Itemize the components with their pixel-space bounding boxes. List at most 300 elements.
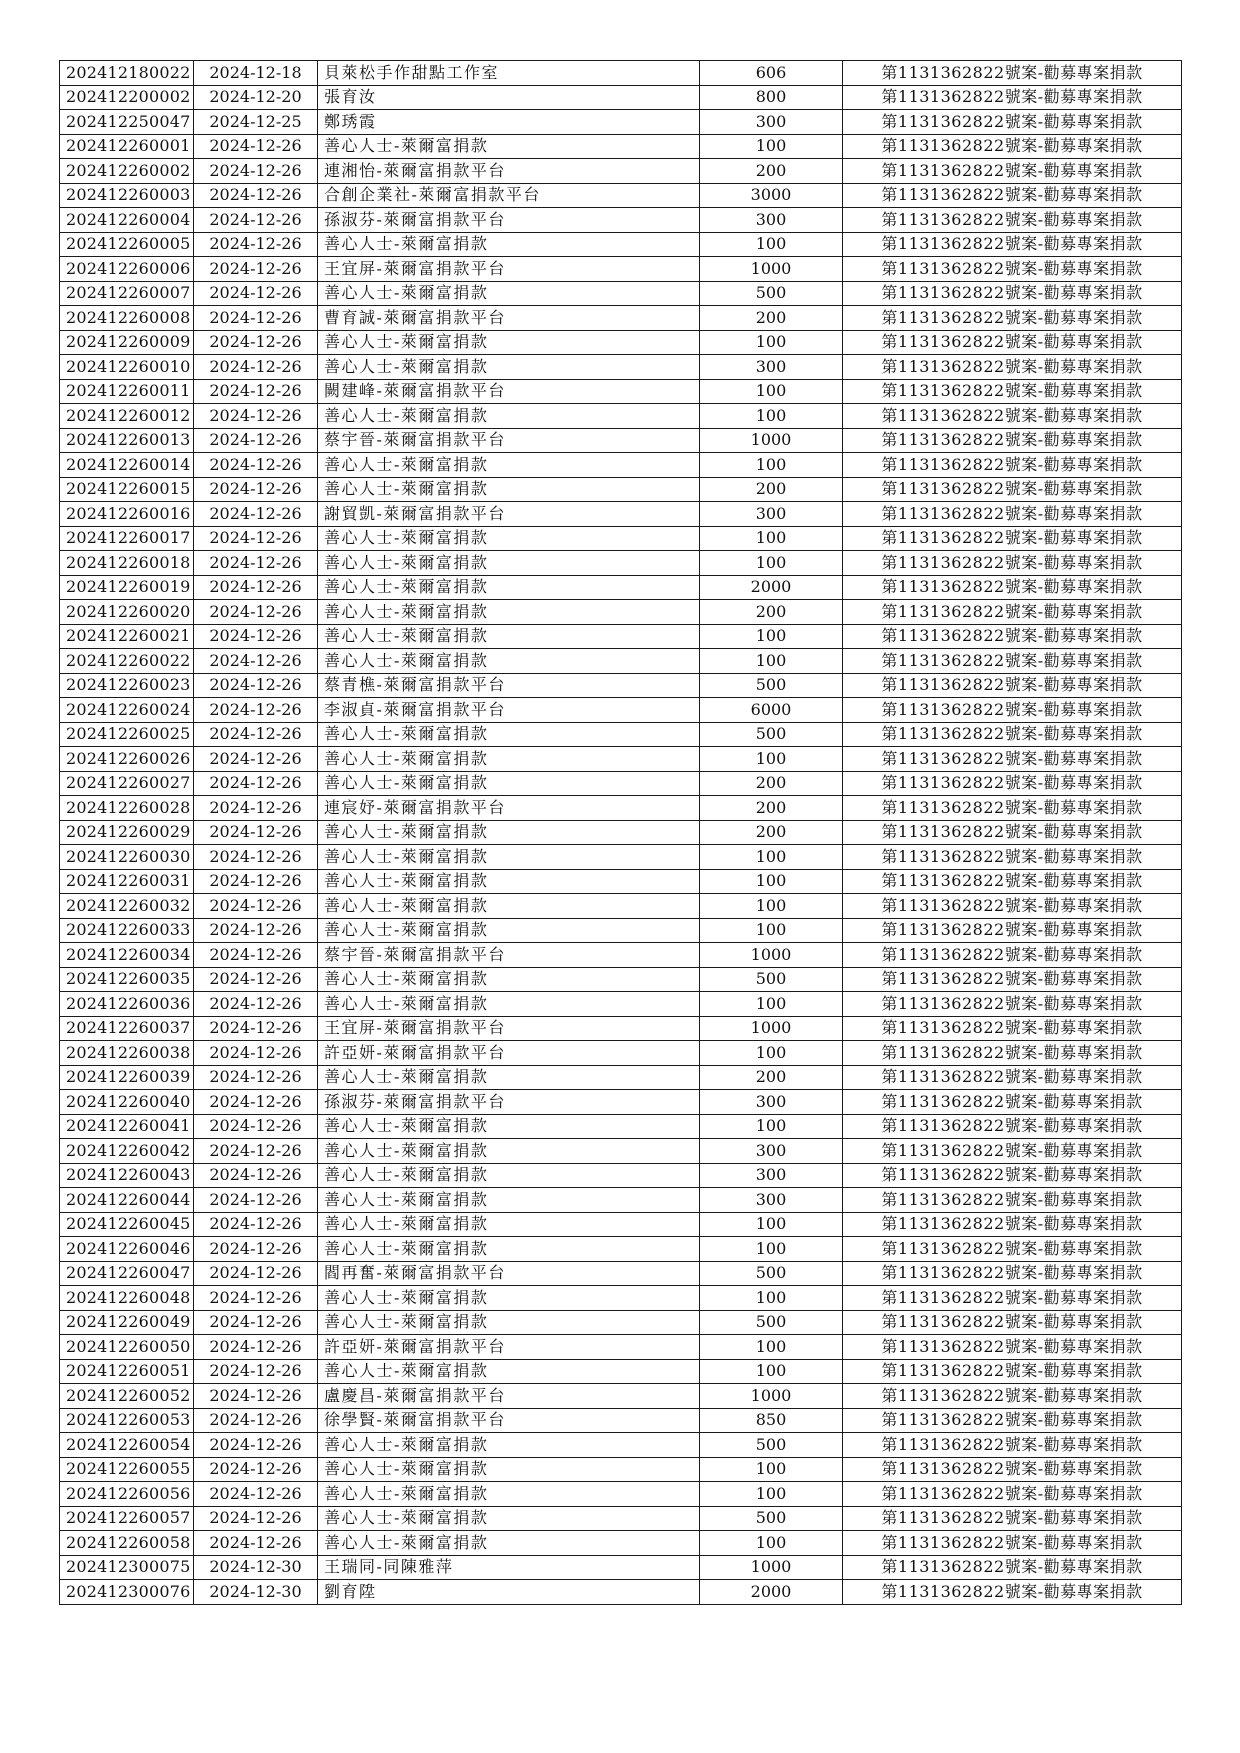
receipt-number-cell: 202412260049 [60, 1310, 194, 1335]
donation-date-cell: 2024-12-26 [194, 1482, 318, 1507]
table-row [60, 1188, 1182, 1213]
table-row [60, 1065, 1182, 1090]
donation-date-cell: 2024-12-26 [194, 943, 318, 968]
receipt-number-cell: 202412260011 [60, 379, 194, 404]
donation-amount-cell: 500 [700, 722, 843, 747]
donation-amount-cell: 100 [700, 894, 843, 919]
table-row [60, 208, 1182, 233]
donation-purpose-cell: 第1131362822號案-勸募專案捐款 [843, 85, 1182, 110]
donation-date-cell: 2024-12-18 [194, 61, 318, 86]
donor-name-cell: 善心人士-萊爾富捐款 [318, 575, 700, 600]
donation-purpose-cell: 第1131362822號案-勸募專案捐款 [843, 673, 1182, 698]
donation-date-cell: 2024-12-26 [194, 1237, 318, 1262]
donation-purpose-cell: 第1131362822號案-勸募專案捐款 [843, 1188, 1182, 1213]
donation-date-cell: 2024-12-26 [194, 771, 318, 796]
donation-purpose-cell: 第1131362822號案-勸募專案捐款 [843, 1139, 1182, 1164]
receipt-number-cell: 202412260051 [60, 1359, 194, 1384]
donor-name-cell: 蔡青樵-萊爾富捐款平台 [318, 673, 700, 698]
donor-name-cell: 善心人士-萊爾富捐款 [318, 477, 700, 502]
donor-name-cell: 善心人士-萊爾富捐款 [318, 1531, 700, 1556]
donation-purpose-cell: 第1131362822號案-勸募專案捐款 [843, 747, 1182, 772]
donor-name-cell: 善心人士-萊爾富捐款 [318, 918, 700, 943]
table-row [60, 1090, 1182, 1115]
receipt-number-cell: 202412200002 [60, 85, 194, 110]
donation-date-cell: 2024-12-26 [194, 1384, 318, 1409]
table-row [60, 1237, 1182, 1262]
receipt-number-cell: 202412180022 [60, 61, 194, 86]
receipt-number-cell: 202412260040 [60, 1090, 194, 1115]
table-row [60, 722, 1182, 747]
receipt-number-cell: 202412260034 [60, 943, 194, 968]
receipt-number-cell: 202412260033 [60, 918, 194, 943]
table-row [60, 183, 1182, 208]
donation-amount-cell: 200 [700, 771, 843, 796]
donor-name-cell: 善心人士-萊爾富捐款 [318, 1506, 700, 1531]
table-row [60, 85, 1182, 110]
receipt-number-cell: 202412260008 [60, 306, 194, 331]
donor-name-cell: 善心人士-萊爾富捐款 [318, 1286, 700, 1311]
donation-date-cell: 2024-12-26 [194, 722, 318, 747]
donor-name-cell: 善心人士-萊爾富捐款 [318, 453, 700, 478]
donation-amount-cell: 850 [700, 1408, 843, 1433]
donation-purpose-cell: 第1131362822號案-勸募專案捐款 [843, 1065, 1182, 1090]
donor-name-cell: 善心人士-萊爾富捐款 [318, 1065, 700, 1090]
donation-date-cell: 2024-12-26 [194, 526, 318, 551]
donation-purpose-cell: 第1131362822號案-勸募專案捐款 [843, 943, 1182, 968]
donation-date-cell: 2024-12-26 [194, 306, 318, 331]
donor-name-cell: 鄭琇霞 [318, 110, 700, 135]
donation-date-cell: 2024-12-26 [194, 428, 318, 453]
donation-amount-cell: 2000 [700, 575, 843, 600]
donor-name-cell: 善心人士-萊爾富捐款 [318, 722, 700, 747]
donation-date-cell: 2024-12-26 [194, 1310, 318, 1335]
donation-amount-cell: 1000 [700, 1016, 843, 1041]
receipt-number-cell: 202412260039 [60, 1065, 194, 1090]
donation-rows [60, 61, 1182, 1605]
table-row [60, 1016, 1182, 1041]
receipt-number-cell: 202412260023 [60, 673, 194, 698]
donor-name-cell: 合創企業社-萊爾富捐款平台 [318, 183, 700, 208]
receipt-number-cell: 202412260032 [60, 894, 194, 919]
receipt-number-cell: 202412260017 [60, 526, 194, 551]
donation-purpose-cell: 第1131362822號案-勸募專案捐款 [843, 1457, 1182, 1482]
donation-purpose-cell: 第1131362822號案-勸募專案捐款 [843, 1114, 1182, 1139]
table-row [60, 673, 1182, 698]
receipt-number-cell: 202412260001 [60, 134, 194, 159]
donor-name-cell: 善心人士-萊爾富捐款 [318, 869, 700, 894]
table-row [60, 967, 1182, 992]
donation-amount-cell: 1000 [700, 1555, 843, 1580]
receipt-number-cell: 202412260010 [60, 355, 194, 380]
donor-name-cell: 善心人士-萊爾富捐款 [318, 600, 700, 625]
table-row [60, 453, 1182, 478]
receipt-number-cell: 202412260004 [60, 208, 194, 233]
donation-date-cell: 2024-12-26 [194, 869, 318, 894]
table-row [60, 649, 1182, 674]
donation-amount-cell: 100 [700, 624, 843, 649]
donor-name-cell: 善心人士-萊爾富捐款 [318, 820, 700, 845]
donation-purpose-cell: 第1131362822號案-勸募專案捐款 [843, 1408, 1182, 1433]
table-row [60, 943, 1182, 968]
table-row [60, 600, 1182, 625]
donation-amount-cell: 100 [700, 1531, 843, 1556]
donation-date-cell: 2024-12-30 [194, 1580, 318, 1605]
donor-name-cell: 徐學賢-萊爾富捐款平台 [318, 1408, 700, 1433]
donation-purpose-cell: 第1131362822號案-勸募專案捐款 [843, 1261, 1182, 1286]
donation-date-cell: 2024-12-26 [194, 1506, 318, 1531]
donor-name-cell: 貝萊松手作甜點工作室 [318, 61, 700, 86]
receipt-number-cell: 202412260042 [60, 1139, 194, 1164]
donor-name-cell: 善心人士-萊爾富捐款 [318, 1114, 700, 1139]
donation-purpose-cell: 第1131362822號案-勸募專案捐款 [843, 869, 1182, 894]
donation-amount-cell: 6000 [700, 698, 843, 723]
donation-amount-cell: 800 [700, 85, 843, 110]
donor-name-cell: 善心人士-萊爾富捐款 [318, 1188, 700, 1213]
receipt-number-cell: 202412260009 [60, 330, 194, 355]
donor-name-cell: 盧慶昌-萊爾富捐款平台 [318, 1384, 700, 1409]
donor-name-cell: 善心人士-萊爾富捐款 [318, 845, 700, 870]
donation-purpose-cell: 第1131362822號案-勸募專案捐款 [843, 1090, 1182, 1115]
donation-date-cell: 2024-12-26 [194, 1139, 318, 1164]
donation-date-cell: 2024-12-26 [194, 1359, 318, 1384]
table-row [60, 698, 1182, 723]
receipt-number-cell: 202412260050 [60, 1335, 194, 1360]
donation-amount-cell: 100 [700, 869, 843, 894]
donation-purpose-cell: 第1131362822號案-勸募專案捐款 [843, 208, 1182, 233]
table-row [60, 355, 1182, 380]
donor-name-cell: 謝貿凱-萊爾富捐款平台 [318, 502, 700, 527]
donation-purpose-cell: 第1131362822號案-勸募專案捐款 [843, 1482, 1182, 1507]
donation-purpose-cell: 第1131362822號案-勸募專案捐款 [843, 1506, 1182, 1531]
donation-purpose-cell: 第1131362822號案-勸募專案捐款 [843, 159, 1182, 184]
donation-purpose-cell: 第1131362822號案-勸募專案捐款 [843, 796, 1182, 821]
receipt-number-cell: 202412260019 [60, 575, 194, 600]
donor-name-cell: 孫淑芬-萊爾富捐款平台 [318, 1090, 700, 1115]
table-row [60, 796, 1182, 821]
donation-purpose-cell: 第1131362822號案-勸募專案捐款 [843, 1555, 1182, 1580]
donation-amount-cell: 100 [700, 134, 843, 159]
table-row [60, 502, 1182, 527]
donation-date-cell: 2024-12-26 [194, 649, 318, 674]
donation-amount-cell: 500 [700, 967, 843, 992]
table-row [60, 281, 1182, 306]
donation-date-cell: 2024-12-26 [194, 1261, 318, 1286]
donation-amount-cell: 500 [700, 1433, 843, 1458]
donor-name-cell: 善心人士-萊爾富捐款 [318, 1237, 700, 1262]
donation-purpose-cell: 第1131362822號案-勸募專案捐款 [843, 624, 1182, 649]
donation-amount-cell: 100 [700, 1237, 843, 1262]
receipt-number-cell: 202412260007 [60, 281, 194, 306]
receipt-number-cell: 202412260013 [60, 428, 194, 453]
table-row [60, 306, 1182, 331]
donation-date-cell: 2024-12-26 [194, 1041, 318, 1066]
donor-name-cell: 善心人士-萊爾富捐款 [318, 747, 700, 772]
donation-purpose-cell: 第1131362822號案-勸募專案捐款 [843, 894, 1182, 919]
receipt-number-cell: 202412260022 [60, 649, 194, 674]
table-row [60, 1114, 1182, 1139]
donor-name-cell: 蔡宇晉-萊爾富捐款平台 [318, 943, 700, 968]
receipt-number-cell: 202412260021 [60, 624, 194, 649]
donation-purpose-cell: 第1131362822號案-勸募專案捐款 [843, 232, 1182, 257]
table-row [60, 1580, 1182, 1605]
donor-name-cell: 闕建峰-萊爾富捐款平台 [318, 379, 700, 404]
donation-date-cell: 2024-12-26 [194, 796, 318, 821]
donation-date-cell: 2024-12-26 [194, 1212, 318, 1237]
donation-purpose-cell: 第1131362822號案-勸募專案捐款 [843, 306, 1182, 331]
donation-purpose-cell: 第1131362822號案-勸募專案捐款 [843, 1359, 1182, 1384]
donation-purpose-cell: 第1131362822號案-勸募專案捐款 [843, 1041, 1182, 1066]
table-row [60, 1555, 1182, 1580]
donation-date-cell: 2024-12-26 [194, 1457, 318, 1482]
receipt-number-cell: 202412260029 [60, 820, 194, 845]
donation-amount-cell: 200 [700, 796, 843, 821]
donation-amount-cell: 100 [700, 1482, 843, 1507]
receipt-number-cell: 202412260016 [60, 502, 194, 527]
donation-date-cell: 2024-12-26 [194, 404, 318, 429]
donation-date-cell: 2024-12-26 [194, 159, 318, 184]
donor-name-cell: 善心人士-萊爾富捐款 [318, 232, 700, 257]
donation-date-cell: 2024-12-26 [194, 698, 318, 723]
donation-purpose-cell: 第1131362822號案-勸募專案捐款 [843, 722, 1182, 747]
receipt-number-cell: 202412260005 [60, 232, 194, 257]
donor-name-cell: 善心人士-萊爾富捐款 [318, 771, 700, 796]
donation-purpose-cell: 第1131362822號案-勸募專案捐款 [843, 1286, 1182, 1311]
donor-name-cell: 善心人士-萊爾富捐款 [318, 526, 700, 551]
donation-amount-cell: 100 [700, 526, 843, 551]
table-row [60, 845, 1182, 870]
donation-date-cell: 2024-12-26 [194, 379, 318, 404]
donation-purpose-cell: 第1131362822號案-勸募專案捐款 [843, 428, 1182, 453]
donation-amount-cell: 500 [700, 1310, 843, 1335]
donation-purpose-cell: 第1131362822號案-勸募專案捐款 [843, 992, 1182, 1017]
receipt-number-cell: 202412260055 [60, 1457, 194, 1482]
donation-date-cell: 2024-12-26 [194, 1286, 318, 1311]
donor-name-cell: 善心人士-萊爾富捐款 [318, 551, 700, 576]
receipt-number-cell: 202412260046 [60, 1237, 194, 1262]
donor-name-cell: 蔡宇晉-萊爾富捐款平台 [318, 428, 700, 453]
donation-purpose-cell: 第1131362822號案-勸募專案捐款 [843, 453, 1182, 478]
table-row [60, 330, 1182, 355]
donation-purpose-cell: 第1131362822號案-勸募專案捐款 [843, 820, 1182, 845]
donation-amount-cell: 300 [700, 1139, 843, 1164]
donor-name-cell: 曹育誠-萊爾富捐款平台 [318, 306, 700, 331]
receipt-number-cell: 202412260053 [60, 1408, 194, 1433]
donation-amount-cell: 100 [700, 1041, 843, 1066]
donation-amount-cell: 200 [700, 820, 843, 845]
table-row [60, 257, 1182, 282]
donation-date-cell: 2024-12-26 [194, 1090, 318, 1115]
donation-amount-cell: 100 [700, 404, 843, 429]
receipt-number-cell: 202412260002 [60, 159, 194, 184]
donation-amount-cell: 500 [700, 1261, 843, 1286]
donation-date-cell: 2024-12-26 [194, 1531, 318, 1556]
table-row [60, 771, 1182, 796]
receipt-number-cell: 202412250047 [60, 110, 194, 135]
donation-amount-cell: 100 [700, 1212, 843, 1237]
donation-purpose-cell: 第1131362822號案-勸募專案捐款 [843, 600, 1182, 625]
donation-date-cell: 2024-12-26 [194, 1408, 318, 1433]
donation-purpose-cell: 第1131362822號案-勸募專案捐款 [843, 526, 1182, 551]
table-row [60, 747, 1182, 772]
donor-name-cell: 張育汝 [318, 85, 700, 110]
table-row [60, 1433, 1182, 1458]
table-row [60, 1261, 1182, 1286]
donation-purpose-cell: 第1131362822號案-勸募專案捐款 [843, 281, 1182, 306]
donation-amount-cell: 300 [700, 355, 843, 380]
donation-purpose-cell: 第1131362822號案-勸募專案捐款 [843, 355, 1182, 380]
table-row [60, 404, 1182, 429]
donation-amount-cell: 200 [700, 600, 843, 625]
donor-name-cell: 王瑞同-同陳雅萍 [318, 1555, 700, 1580]
donation-date-cell: 2024-12-26 [194, 967, 318, 992]
donation-amount-cell: 100 [700, 232, 843, 257]
donation-amount-cell: 200 [700, 477, 843, 502]
donor-name-cell: 李淑貞-萊爾富捐款平台 [318, 698, 700, 723]
donation-amount-cell: 200 [700, 1065, 843, 1090]
receipt-number-cell: 202412260045 [60, 1212, 194, 1237]
donation-amount-cell: 606 [700, 61, 843, 86]
receipt-number-cell: 202412260026 [60, 747, 194, 772]
donation-purpose-cell: 第1131362822號案-勸募專案捐款 [843, 918, 1182, 943]
donor-name-cell: 善心人士-萊爾富捐款 [318, 355, 700, 380]
donation-purpose-cell: 第1131362822號案-勸募專案捐款 [843, 649, 1182, 674]
donor-name-cell: 善心人士-萊爾富捐款 [318, 1139, 700, 1164]
donation-date-cell: 2024-12-26 [194, 257, 318, 282]
donor-name-cell: 王宜屏-萊爾富捐款平台 [318, 257, 700, 282]
donation-amount-cell: 300 [700, 208, 843, 233]
table-row [60, 428, 1182, 453]
donation-date-cell: 2024-12-26 [194, 183, 318, 208]
donation-purpose-cell: 第1131362822號案-勸募專案捐款 [843, 1212, 1182, 1237]
donor-name-cell: 善心人士-萊爾富捐款 [318, 1163, 700, 1188]
donation-date-cell: 2024-12-26 [194, 502, 318, 527]
donation-amount-cell: 1000 [700, 428, 843, 453]
receipt-number-cell: 202412260003 [60, 183, 194, 208]
donor-name-cell: 善心人士-萊爾富捐款 [318, 894, 700, 919]
donor-name-cell: 善心人士-萊爾富捐款 [318, 134, 700, 159]
table-row [60, 1482, 1182, 1507]
donation-purpose-cell: 第1131362822號案-勸募專案捐款 [843, 1384, 1182, 1409]
donation-amount-cell: 300 [700, 1188, 843, 1213]
donor-name-cell: 善心人士-萊爾富捐款 [318, 967, 700, 992]
donation-date-cell: 2024-12-20 [194, 85, 318, 110]
donation-purpose-cell: 第1131362822號案-勸募專案捐款 [843, 1237, 1182, 1262]
donation-table [59, 60, 1182, 1605]
donation-date-cell: 2024-12-26 [194, 600, 318, 625]
donation-amount-cell: 100 [700, 1457, 843, 1482]
donor-name-cell: 善心人士-萊爾富捐款 [318, 330, 700, 355]
table-row [60, 134, 1182, 159]
donation-date-cell: 2024-12-26 [194, 355, 318, 380]
donation-amount-cell: 2000 [700, 1580, 843, 1605]
receipt-number-cell: 202412260035 [60, 967, 194, 992]
donation-amount-cell: 1000 [700, 943, 843, 968]
table-row [60, 1506, 1182, 1531]
donation-amount-cell: 100 [700, 1286, 843, 1311]
table-row [60, 992, 1182, 1017]
table-row [60, 869, 1182, 894]
table-row [60, 1359, 1182, 1384]
donation-date-cell: 2024-12-26 [194, 1433, 318, 1458]
donor-name-cell: 善心人士-萊爾富捐款 [318, 992, 700, 1017]
donor-name-cell: 劉育陞 [318, 1580, 700, 1605]
table-row [60, 1531, 1182, 1556]
donation-date-cell: 2024-12-26 [194, 1335, 318, 1360]
table-row [60, 1286, 1182, 1311]
receipt-number-cell: 202412260058 [60, 1531, 194, 1556]
table-row [60, 1457, 1182, 1482]
receipt-number-cell: 202412260036 [60, 992, 194, 1017]
donation-purpose-cell: 第1131362822號案-勸募專案捐款 [843, 477, 1182, 502]
receipt-number-cell: 202412260015 [60, 477, 194, 502]
table-row [60, 526, 1182, 551]
donor-name-cell: 善心人士-萊爾富捐款 [318, 1212, 700, 1237]
donor-name-cell: 善心人士-萊爾富捐款 [318, 1310, 700, 1335]
table-row [60, 1335, 1182, 1360]
donation-date-cell: 2024-12-26 [194, 747, 318, 772]
donation-date-cell: 2024-12-26 [194, 918, 318, 943]
receipt-number-cell: 202412260048 [60, 1286, 194, 1311]
donor-name-cell: 善心人士-萊爾富捐款 [318, 1433, 700, 1458]
donation-purpose-cell: 第1131362822號案-勸募專案捐款 [843, 551, 1182, 576]
table-row [60, 575, 1182, 600]
donation-date-cell: 2024-12-26 [194, 281, 318, 306]
receipt-number-cell: 202412260027 [60, 771, 194, 796]
donation-amount-cell: 100 [700, 453, 843, 478]
receipt-number-cell: 202412300075 [60, 1555, 194, 1580]
donation-amount-cell: 100 [700, 992, 843, 1017]
donation-purpose-cell: 第1131362822號案-勸募專案捐款 [843, 110, 1182, 135]
donation-amount-cell: 100 [700, 330, 843, 355]
receipt-number-cell: 202412260052 [60, 1384, 194, 1409]
receipt-number-cell: 202412260030 [60, 845, 194, 870]
receipt-number-cell: 202412260054 [60, 1433, 194, 1458]
receipt-number-cell: 202412260018 [60, 551, 194, 576]
receipt-number-cell: 202412260012 [60, 404, 194, 429]
donation-purpose-cell: 第1131362822號案-勸募專案捐款 [843, 404, 1182, 429]
donation-amount-cell: 300 [700, 1090, 843, 1115]
donor-name-cell: 善心人士-萊爾富捐款 [318, 1359, 700, 1384]
table-row [60, 61, 1182, 86]
donation-purpose-cell: 第1131362822號案-勸募專案捐款 [843, 1580, 1182, 1605]
donation-date-cell: 2024-12-26 [194, 624, 318, 649]
donation-amount-cell: 3000 [700, 183, 843, 208]
receipt-number-cell: 202412260057 [60, 1506, 194, 1531]
donation-amount-cell: 100 [700, 551, 843, 576]
receipt-number-cell: 202412260041 [60, 1114, 194, 1139]
donation-date-cell: 2024-12-26 [194, 134, 318, 159]
donation-date-cell: 2024-12-26 [194, 820, 318, 845]
donor-name-cell: 善心人士-萊爾富捐款 [318, 404, 700, 429]
donation-date-cell: 2024-12-26 [194, 208, 318, 233]
donation-date-cell: 2024-12-26 [194, 1016, 318, 1041]
donation-amount-cell: 100 [700, 1359, 843, 1384]
donation-purpose-cell: 第1131362822號案-勸募專案捐款 [843, 575, 1182, 600]
donation-date-cell: 2024-12-26 [194, 453, 318, 478]
donor-name-cell: 許亞妍-萊爾富捐款平台 [318, 1041, 700, 1066]
donation-amount-cell: 1000 [700, 257, 843, 282]
donation-amount-cell: 300 [700, 110, 843, 135]
donation-amount-cell: 100 [700, 747, 843, 772]
donation-purpose-cell: 第1131362822號案-勸募專案捐款 [843, 502, 1182, 527]
receipt-number-cell: 202412260025 [60, 722, 194, 747]
donation-date-cell: 2024-12-26 [194, 1114, 318, 1139]
table-row [60, 1139, 1182, 1164]
donation-purpose-cell: 第1131362822號案-勸募專案捐款 [843, 183, 1182, 208]
table-row [60, 1384, 1182, 1409]
donor-name-cell: 王宜屏-萊爾富捐款平台 [318, 1016, 700, 1041]
donation-date-cell: 2024-12-25 [194, 110, 318, 135]
